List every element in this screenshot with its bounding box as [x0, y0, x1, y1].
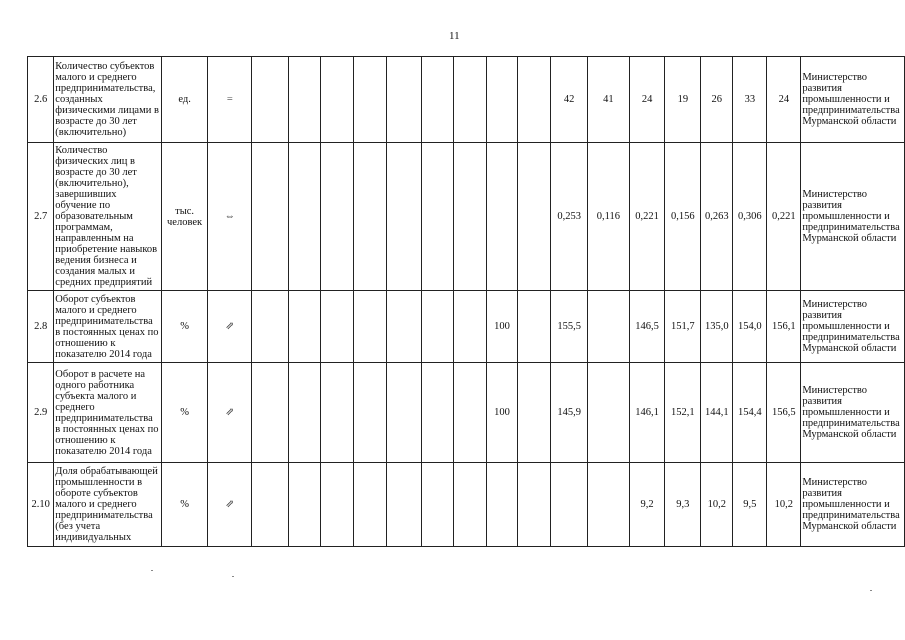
value-cell: [551, 463, 588, 547]
scan-speck: [232, 576, 234, 577]
indicator-table: [27, 56, 905, 547]
value-cell: [454, 463, 487, 547]
unit-of-measure: ед.: [161, 57, 208, 143]
value-cell: [387, 463, 422, 547]
value-cell: [288, 291, 320, 363]
value-cell: [252, 57, 288, 143]
value-cell: 155,5: [551, 291, 588, 363]
value-cell: 135,0: [701, 291, 733, 363]
value-cell: 146,5: [629, 291, 665, 363]
row-number: 2.7: [28, 143, 54, 291]
value-cell: [454, 57, 487, 143]
row-number: 2.8: [28, 291, 54, 363]
value-cell: [487, 57, 517, 143]
value-cell: 0,221: [767, 143, 801, 291]
value-cell: 10,2: [767, 463, 801, 547]
trend-marker: ⇗: [208, 291, 252, 363]
value-cell: 33: [733, 57, 767, 143]
unit-of-measure: %: [161, 291, 208, 363]
trend-marker: ⇗: [208, 363, 252, 463]
value-cell: [354, 57, 387, 143]
value-cell: [487, 463, 517, 547]
table-row: [28, 143, 905, 291]
value-cell: 0,156: [665, 143, 701, 291]
value-cell: 100: [487, 363, 517, 463]
value-cell: [252, 143, 288, 291]
value-cell: 19: [665, 57, 701, 143]
value-cell: [320, 463, 354, 547]
value-cell: [421, 57, 454, 143]
value-cell: [252, 363, 288, 463]
value-cell: [517, 143, 551, 291]
page-number: 11: [449, 30, 460, 42]
value-cell: [517, 463, 551, 547]
value-cell: [387, 143, 422, 291]
value-cell: [252, 291, 288, 363]
value-cell: 10,2: [701, 463, 733, 547]
value-cell: 42: [551, 57, 588, 143]
value-cell: 9,2: [629, 463, 665, 547]
value-cell: [587, 363, 629, 463]
value-cell: [387, 57, 422, 143]
scan-speck: [870, 590, 872, 591]
table-row: [28, 463, 905, 547]
value-cell: [288, 57, 320, 143]
unit-of-measure: %: [161, 363, 208, 463]
value-cell: [517, 291, 551, 363]
value-cell: [354, 143, 387, 291]
value-cell: [517, 57, 551, 143]
value-cell: [421, 463, 454, 547]
table-row: [28, 291, 905, 363]
value-cell: [354, 463, 387, 547]
scan-speck: [151, 570, 153, 571]
unit-of-measure: тыс. человек: [161, 143, 208, 291]
indicator-description: Оборот субъектов малого и среднего предпринимательства в постоянных ценах по отношению к показателю 2014 года: [54, 291, 161, 363]
value-cell: 0,221: [629, 143, 665, 291]
value-cell: 0,263: [701, 143, 733, 291]
value-cell: [587, 463, 629, 547]
value-cell: [387, 363, 422, 463]
trend-marker: ⇔: [208, 143, 252, 291]
value-cell: 144,1: [701, 363, 733, 463]
value-cell: [354, 363, 387, 463]
table-row: [28, 57, 905, 143]
value-cell: [354, 291, 387, 363]
value-cell: 9,5: [733, 463, 767, 547]
value-cell: [320, 291, 354, 363]
table-row: [28, 363, 905, 463]
responsible-ministry: Министерство развития промышленности и предпринимательства Мурманской области: [801, 143, 905, 291]
value-cell: [421, 291, 454, 363]
value-cell: [454, 291, 487, 363]
value-cell: 41: [587, 57, 629, 143]
value-cell: 9,3: [665, 463, 701, 547]
value-cell: 156,5: [767, 363, 801, 463]
responsible-ministry: Министерство развития промышленности и предпринимательства Мурманской области: [801, 291, 905, 363]
value-cell: 154,0: [733, 291, 767, 363]
value-cell: [320, 363, 354, 463]
value-cell: [517, 363, 551, 463]
value-cell: 156,1: [767, 291, 801, 363]
trend-marker: =: [208, 57, 252, 143]
value-cell: 145,9: [551, 363, 588, 463]
value-cell: [421, 143, 454, 291]
value-cell: 24: [629, 57, 665, 143]
indicator-description: Доля обрабатывающей промышленности в обороте субъектов малого и среднего предпринимательства (без учета индивидуальных: [54, 463, 161, 547]
trend-marker: ⇗: [208, 463, 252, 547]
value-cell: [320, 143, 354, 291]
value-cell: [252, 463, 288, 547]
row-number: 2.6: [28, 57, 54, 143]
value-cell: 0,116: [587, 143, 629, 291]
value-cell: 154,4: [733, 363, 767, 463]
value-cell: [487, 143, 517, 291]
value-cell: 0,306: [733, 143, 767, 291]
unit-of-measure: %: [161, 463, 208, 547]
value-cell: [288, 143, 320, 291]
responsible-ministry: Министерство развития промышленности и предпринимательства Мурманской области: [801, 57, 905, 143]
indicator-description: Количество субъектов малого и среднего предпринимательства, созданных физическими лицами в возрасте до 30 лет (включительно): [54, 57, 161, 143]
value-cell: [454, 143, 487, 291]
value-cell: 0,253: [551, 143, 588, 291]
value-cell: 146,1: [629, 363, 665, 463]
value-cell: 24: [767, 57, 801, 143]
value-cell: [288, 463, 320, 547]
value-cell: [421, 363, 454, 463]
row-number: 2.10: [28, 463, 54, 547]
value-cell: 152,1: [665, 363, 701, 463]
value-cell: 100: [487, 291, 517, 363]
value-cell: [387, 291, 422, 363]
value-cell: [587, 291, 629, 363]
value-cell: 151,7: [665, 291, 701, 363]
responsible-ministry: Министерство развития промышленности и предпринимательства Мурманской области: [801, 363, 905, 463]
indicator-description: Количество физических лиц в возрасте до 30 лет (включительно), завершивших обучение по образовательным программам, направленным на приобретение навыков ведения бизнеса и создания малых и средних предприятий: [54, 143, 161, 291]
value-cell: 26: [701, 57, 733, 143]
value-cell: [288, 363, 320, 463]
value-cell: [454, 363, 487, 463]
value-cell: [320, 57, 354, 143]
indicator-description: Оборот в расчете на одного работника субъекта малого и среднего предпринимательства в постоянных ценах по отношению к показателю 2014 года: [54, 363, 161, 463]
responsible-ministry: Министерство развития промышленности и предпринимательства Мурманской области: [801, 463, 905, 547]
row-number: 2.9: [28, 363, 54, 463]
